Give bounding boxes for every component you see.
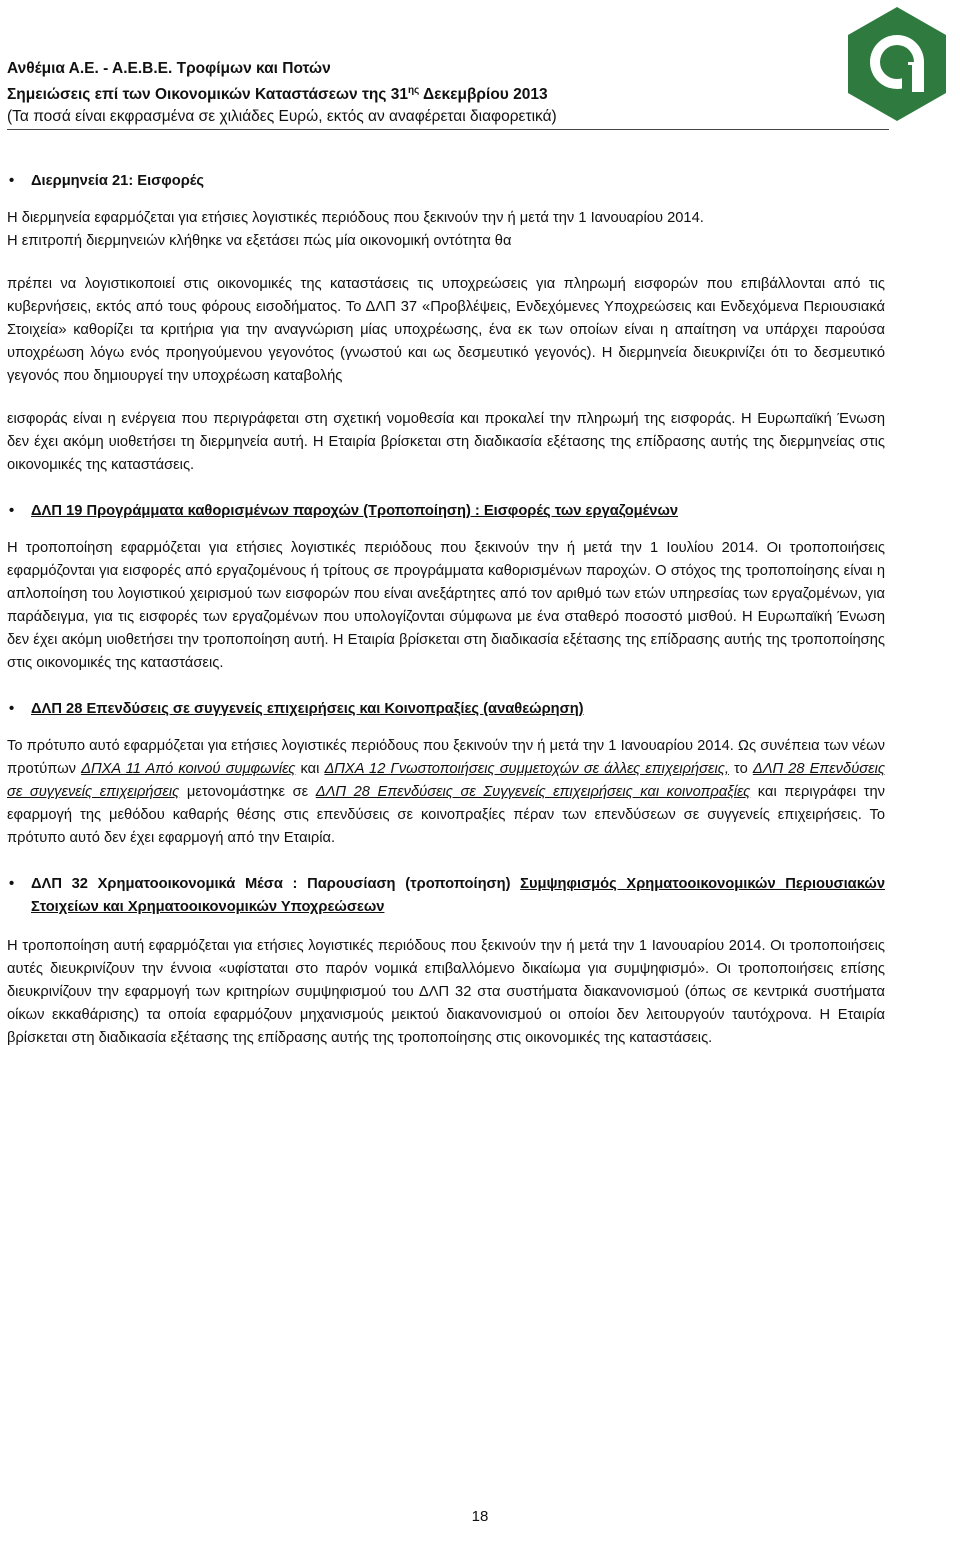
ias19-heading-text: ΔΛΠ 19 Προγράμματα καθορισμένων παροχών (Τροποποίηση) : Εισφορές των εργαζομένων: [31, 503, 679, 519]
ias28-paragraph: Το πρότυπο αυτό εφαρμόζεται για ετήσιες λογιστικές περιόδους που ξεκινούν την ή μετά την 1 Ιανουαρίου 2014. Ως συνέπεια των νέων προτύπων ΔΠΧΑ 11 Από κοινού συμφωνίες και ΔΠΧΑ 12 Γνωστοποιήσεις συμμετοχών σε άλλες επιχειρήσεις, το ΔΛΠ 28 Επενδύσεις σε συγγενείς επιχειρήσεις μετονομάστηκε σε ΔΛΠ 28 Επενδύσεις σε Συγγενείς επιχειρήσεις και κοινοπραξίες και περιγράφει την εφαρμογή της μεθόδου καθαρής θέσης στις επενδύσεις σε κοινοπραξίες πέραν των επενδύσεων σε συγγενείς επιχειρήσεις. Το πρότυπο αυτό δεν έχει εφαρμογή από την Εταιρία.: [7, 738, 885, 846]
ifric21-paragraph-4: εισφοράς είναι η ενέργεια που περιγράφεται στη σχετική νομοθεσία και προκαλεί την πληρωμή της εισφοράς. Η Ευρωπαϊκή Ένωση δεν έχει ακόμη υιοθετήσει τη διερμηνεία αυτή. Η Εταιρία βρίσκεται στη διαδικασία εξέτασης της επίδρασης αυτής της διερμηνείας στις οικονομικές της καταστάσεις.: [7, 411, 885, 473]
ifric21-paragraph-2: Η επιτροπή διερμηνειών κλήθηκε να εξετάσει πώς μία οικονομική οντότητα θα: [7, 233, 512, 249]
page-number: 18: [471, 1508, 489, 1525]
section-heading-ias19: [7, 500, 885, 523]
header-rule: [7, 129, 889, 130]
notes-title: [7, 80, 887, 106]
ias28-new-reference: ΔΛΠ 28 Επενδύσεις σε Συγγενείς επιχειρήσεις και κοινοπραξίες: [315, 784, 751, 800]
ifrs12-reference: ΔΠΧΑ 12 Γνωστοποιήσεις συμμετοχών σε άλλες επιχειρήσεις,: [324, 761, 729, 777]
page-header: [7, 58, 887, 128]
section-heading-ifric21: • Διερμηνεία 21: Εισφορές: [7, 170, 885, 193]
ifric21-paragraph-3: πρέπει να λογιστικοποιεί στις οικονομικές της καταστάσεις τις υποχρεώσεις για πληρωμή εισφορών που επιβάλλονται από τις κυβερνήσεις, εκτός από τους φόρους εισοδήματος. Το ΔΛΠ 37 «Προβλέψεις, Ενδεχόμενες Υποχρεώσεις και Ενδεχόμενα Περιουσιακά Στοιχεία» καθορίζει τα κριτήρια για την αναγνώριση μίας υποχρέωσης, ένα εκ των οποίων είναι η απαίτηση να υπάρχει παρούσα υποχρέωση λόγω ενός προηγούμενου γεγονότος (γνωστού και ως δεσμευτικό γεγονός). Η διερμηνεία διευκρινίζει ότι το δεσμευτικό γεγονός που δημιουργεί την υποχρέωση καταβολής: [7, 276, 885, 384]
ias28-old-reference: ΔΛΠ 28 Επενδύσεις σε συγγενείς επιχειρήσεις: [7, 761, 885, 800]
section-heading-ias28: [7, 698, 885, 721]
ifrs11-reference: ΔΠΧΑ 11 Από κοινού συμφωνίες: [81, 761, 296, 777]
ifric21-paragraph-1: Η διερμηνεία εφαρμόζεται για ετήσιες λογιστικές περιόδους που ξεκινούν την ή μετά την 1 Ιανουαρίου 2014.: [7, 210, 704, 226]
logo-mark-icon: [842, 5, 952, 123]
ias28-heading-text: ΔΛΠ 28 Επενδύσεις σε συγγενείς επιχειρήσεις και Κοινοπραξίες (αναθεώρηση): [31, 701, 584, 717]
amounts-subtitle: (Τα ποσά είναι εκφρασμένα σε χιλιάδες Ευρώ, εκτός αν αναφέρεται διαφορετικά): [7, 108, 557, 125]
company-name: Ανθέμια Α.Ε. - Α.Ε.Β.Ε. Τροφίμων και Ποτών: [7, 60, 331, 77]
document-body: [7, 170, 885, 1050]
notes-title-main: Σημειώσεις επί των Οικονομικών Καταστάσεων της 31: [7, 86, 408, 103]
section-heading-ias32: [7, 873, 885, 919]
notes-title-sup: ης: [407, 85, 420, 96]
notes-title-date: Δεκεμβρίου 2013: [419, 86, 548, 103]
ias32-heading-part-a: ΔΛΠ 32 Χρηματοοικονομικά Μέσα : Παρουσίαση (τροποποίηση): [31, 876, 521, 892]
company-logo: [842, 5, 952, 123]
ias32-paragraph: Η τροποποίηση αυτή εφαρμόζεται για ετήσιες λογιστικές περιόδους που ξεκινούν την ή μετά την 1 Ιανουαρίου 2014. Οι τροποποιήσεις αυτές διευκρινίζουν την έννοια «υφίσταται στο παρόν νομικά επιβαλλόμενο δικαίωμα για συμψηφισμό». Οι τροποποιήσεις επίσης διευκρινίζουν την εφαρμογή των κριτηρίων συμψηφισμού του ΔΛΠ 32 στα συστήματα διακανονισμού (όπως σε κεντρικά συστήματα οίκων εκκαθάρισης) τα οποία εφαρμόζουν μηχανισμούς μεικτού διακανονισμού οι οποίοι δεν λειτουργούν ταυτόχρονα. Η Εταιρία βρίσκεται στη διαδικασία εξέτασης της επίδρασης αυτής της τροποποίησης στις οικονομικές της καταστάσεις.: [7, 938, 885, 1046]
ias19-paragraph: Η τροποποίηση εφαρμόζεται για ετήσιες λογιστικές περιόδους που ξεκινούν την ή μετά την 1 Ιουλίου 2014. Οι τροποποιήσεις εφαρμόζονται για εισφορές από εργαζομένους ή τρίτους σε προγράμματα καθορισμένων παροχών. Ο στόχος της τροποποίησης είναι η απλοποίηση του λογιστικού χειρισμού των εισφορών που είναι ανεξάρτητες από τον αριθμό των ετών υπηρεσίας των εργαζομένων, για παράδειγμα, για τις εισφορές των εργαζομένων που υπολογίζονται σύμφωνα με ένα σταθερό ποσοστό μισθού. Η Ευρωπαϊκή Ένωση δεν έχει ακόμη υιοθετήσει την τροποποίηση αυτή. Η Εταιρία βρίσκεται στη διαδικασία εξέτασης της επίδρασης αυτής της τροποποίησης στις οικονομικές της καταστάσεις.: [7, 540, 885, 671]
ias32-heading-part-b: Συμψηφισμός Χρηματοοικονομικών Περιουσιακών Στοιχείων και Χρηματοοικονομικών Υποχρεώσεων: [31, 876, 885, 915]
